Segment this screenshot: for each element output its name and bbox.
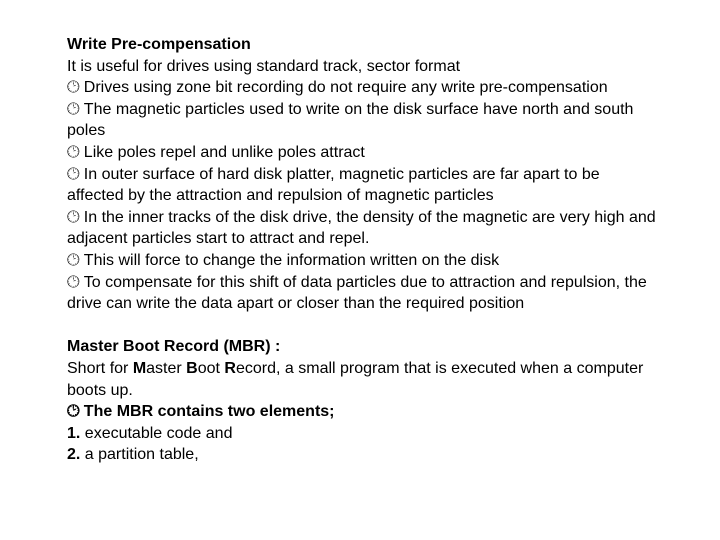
bullet-text: In outer surface of hard disk platter, magnetic particles are far apart to be affected by the attraction and repulsion of magnetic particles: [67, 165, 600, 205]
item-text: a partition table,: [80, 446, 199, 464]
term-letter-b: B: [186, 359, 198, 377]
section-heading: Write Pre-compensation: [67, 36, 251, 53]
bullet-item: [67, 99, 657, 142]
bullet-text: The MBR contains two elements;: [83, 403, 335, 421]
intro-prefix: Short for: [67, 359, 133, 377]
item-number: 2.: [67, 446, 81, 464]
item-number: 1.: [67, 424, 81, 442]
clock-bullet-icon: 🕑︎: [67, 79, 80, 97]
bullet-text: The magnetic particles used to write on the disk surface have north and south poles: [67, 100, 634, 140]
section-intro: [67, 358, 657, 401]
bullet-item: [67, 401, 657, 423]
clock-bullet-icon: 🕑︎: [67, 165, 80, 183]
clock-bullet-icon: 🕑︎: [67, 273, 80, 291]
numbered-item: [67, 444, 657, 466]
section-intro: It is useful for drives using standard track, sector format: [67, 57, 461, 75]
bullet-item: [67, 272, 657, 315]
term-letter-m: M: [132, 359, 147, 377]
clock-bullet-icon: 🕑︎: [67, 100, 80, 118]
bullet-item: [67, 164, 657, 207]
bullet-item: [67, 77, 657, 99]
bullet-item: [67, 250, 657, 272]
bullet-text: This will force to change the information written on the disk: [83, 251, 500, 269]
term-fragment: oot: [197, 359, 225, 377]
term-fragment: aster: [146, 359, 187, 377]
clock-bullet-icon: 🕑︎: [67, 143, 80, 161]
term-letter-r: R: [224, 359, 236, 377]
clock-bullet-icon: 🕑︎: [67, 403, 80, 421]
term-fragment: ecord: [235, 359, 276, 377]
bullet-text: In the inner tracks of the disk drive, the density of the magnetic are very high and adjacent particles start to attract and repel.: [67, 208, 656, 248]
item-text: executable code and: [80, 424, 233, 442]
section-spacer: [67, 315, 657, 337]
section-mbr: [67, 336, 657, 466]
document-page: [67, 34, 657, 466]
section-heading: Master Boot Record (MBR) :: [67, 338, 281, 356]
bullet-item: [67, 207, 657, 250]
clock-bullet-icon: 🕑︎: [67, 251, 80, 269]
intro-suffix: , a small program that is executed when a computer boots up.: [67, 359, 644, 399]
bullet-text: Drives using zone bit recording do not require any write pre-compensation: [83, 79, 608, 97]
bullet-text: Like poles repel and unlike poles attract: [83, 143, 365, 161]
clock-bullet-icon: 🕑︎: [67, 208, 80, 226]
bullet-item: [67, 142, 657, 164]
section-write-precompensation: [67, 34, 657, 315]
bullet-text: To compensate for this shift of data particles due to attraction and repulsion, the drive can write the data apart or closer than the required position: [67, 273, 647, 313]
numbered-item: [67, 423, 657, 445]
